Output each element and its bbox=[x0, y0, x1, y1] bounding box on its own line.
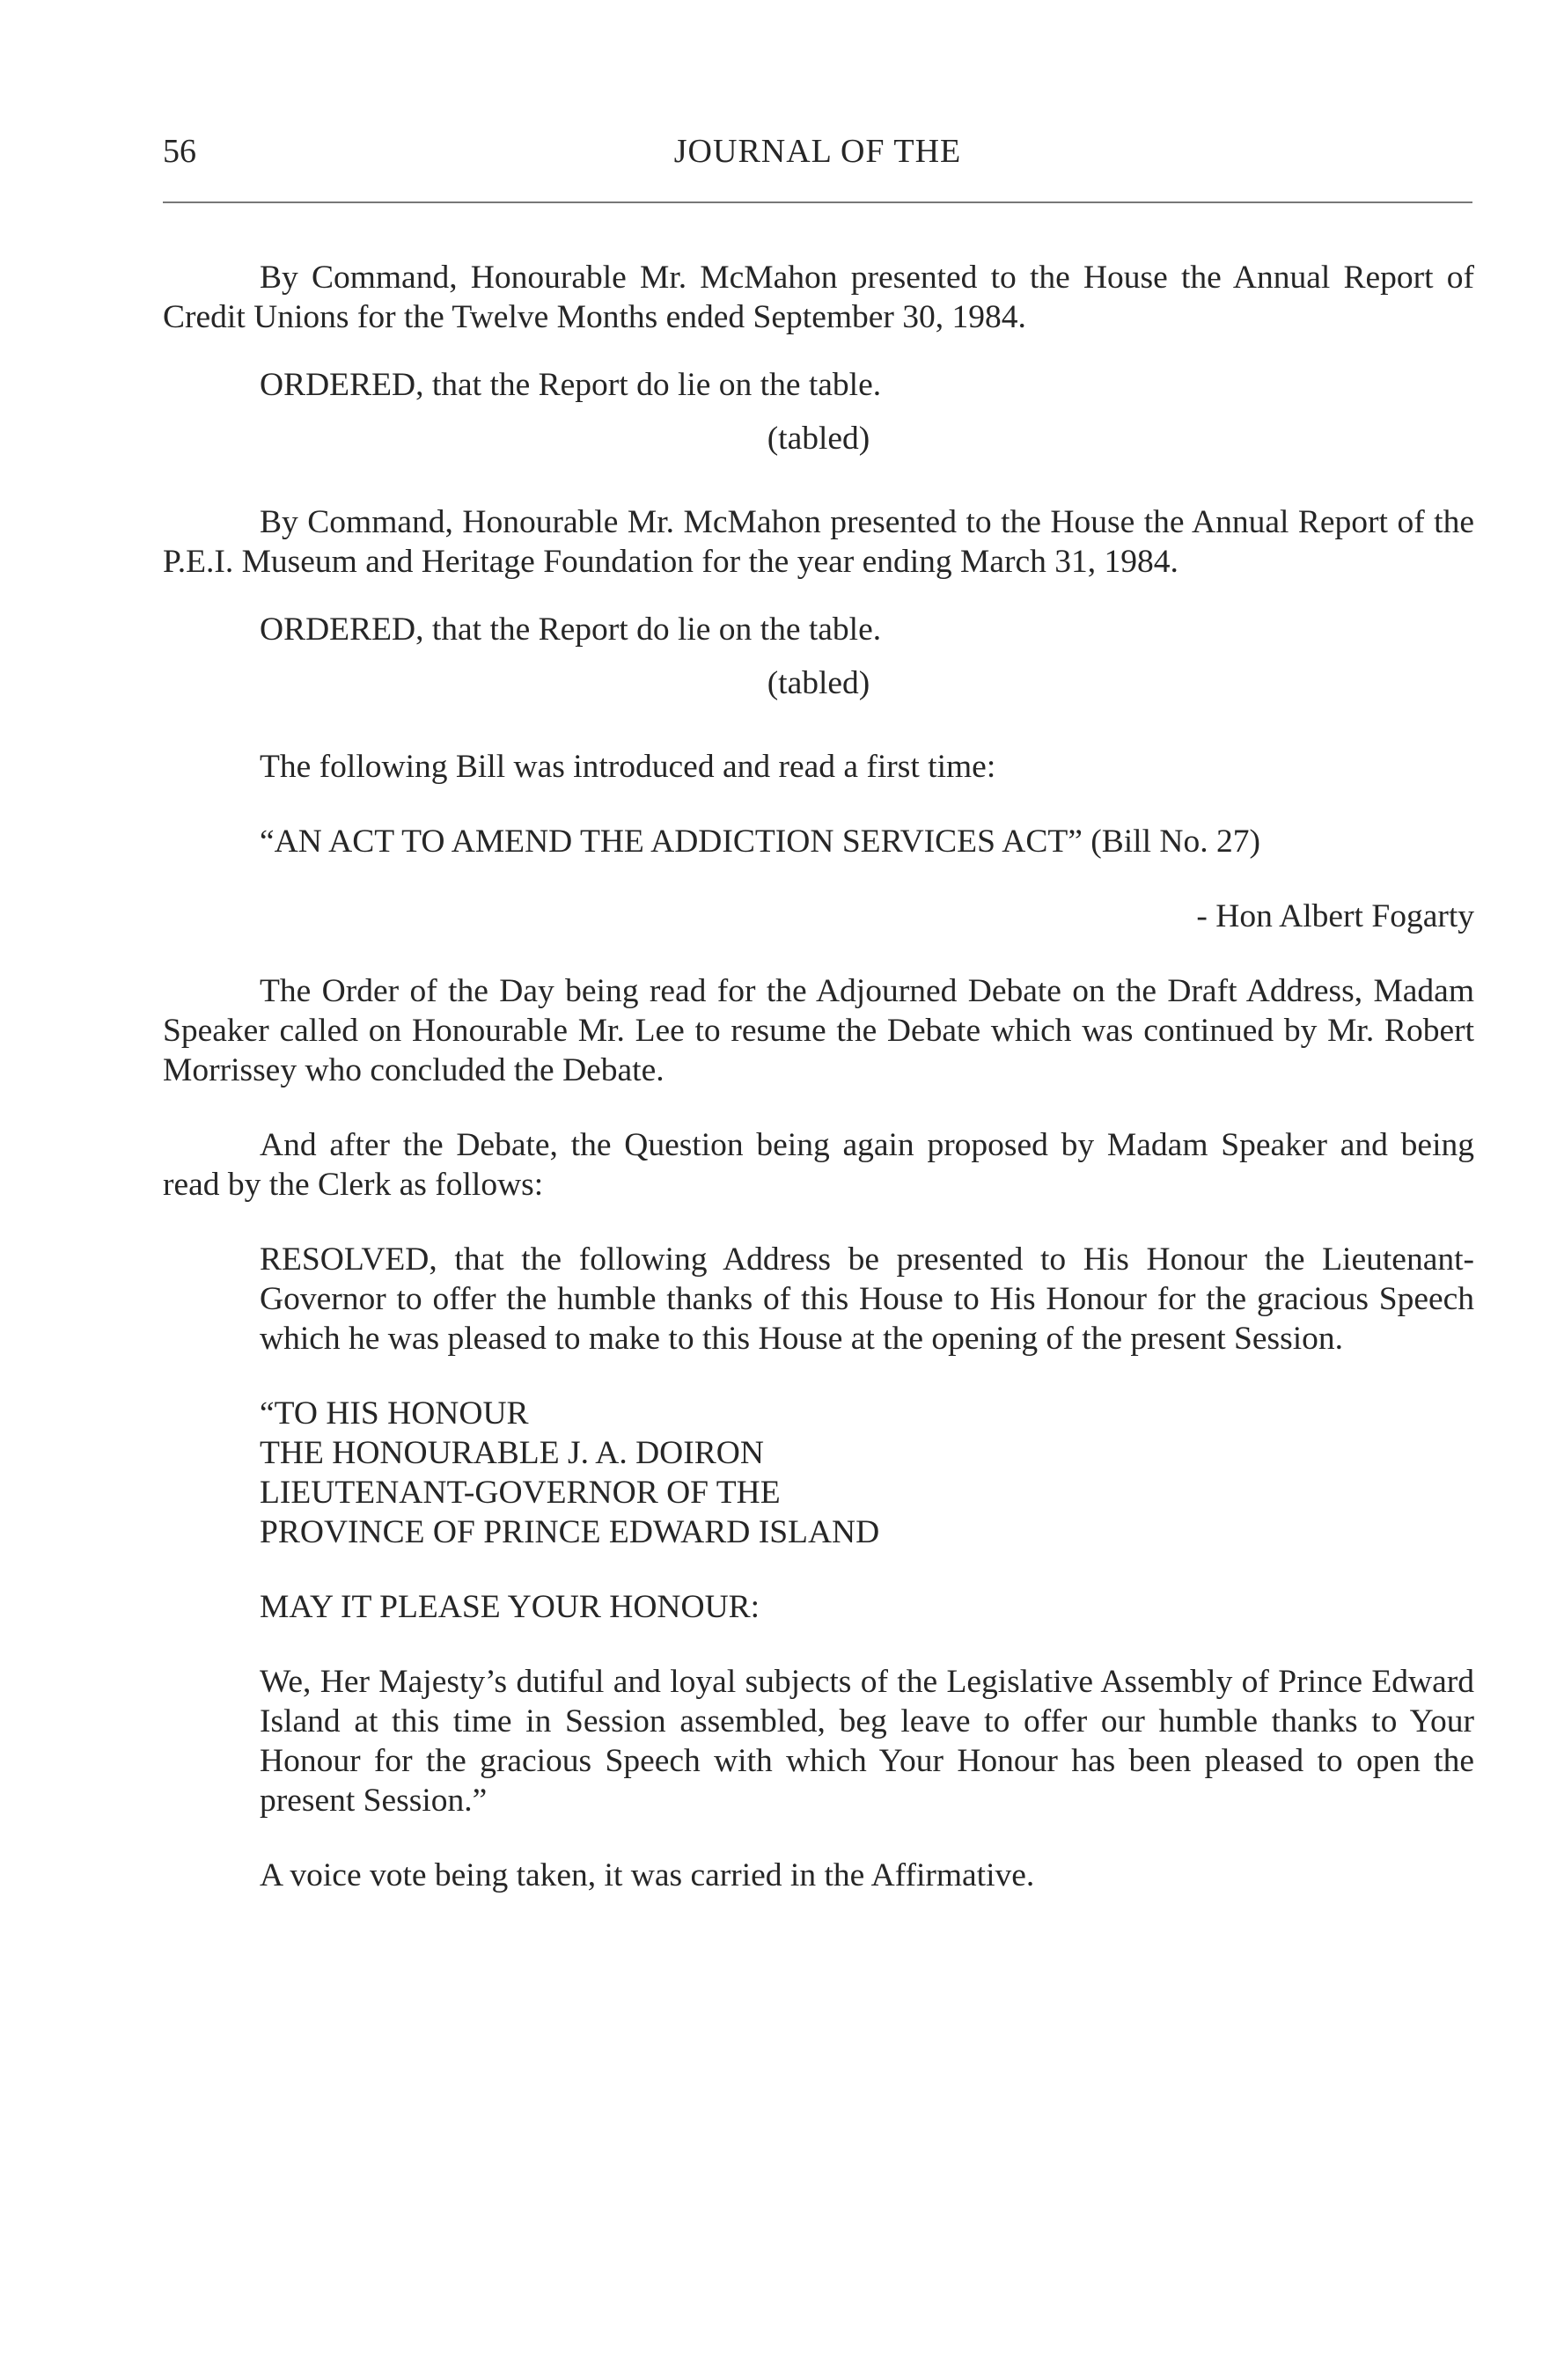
ordered-statement: ORDERED, that the Report do lie on the table. bbox=[260, 611, 882, 648]
page-number: 56 bbox=[163, 133, 196, 170]
voice-vote-statement: A voice vote being taken, it was carried in the Affirmative. bbox=[260, 1857, 1035, 1893]
museum-report-paragraph: By Command, Honourable Mr. McMahon presented to the House the Annual Report of the P.E.I. Museum and Heritage Foundation for the year ending March 31, 1984. bbox=[163, 504, 1474, 580]
resolved-paragraph: RESOLVED, that the following Address be presented to His Honour the Lieutenant-Governor to offer the humble thanks of this House to His Honour for the gracious Speech which he was pleased to make to this House at the opening of the present Session. bbox=[260, 1241, 1474, 1357]
page-header bbox=[163, 130, 1472, 183]
bill-sponsor: - Hon Albert Fogarty bbox=[1196, 898, 1474, 934]
bill-title: “AN ACT TO AMEND THE ADDICTION SERVICES ACT” (Bill No. 27) bbox=[260, 824, 1260, 860]
ordered-statement: ORDERED, that the Report do lie on the table. bbox=[260, 367, 882, 403]
order-of-day-paragraph: The Order of the Day being read for the Adjourned Debate on the Draft Address, Madam Speaker called on Honourable Mr. Lee to resume the Debate which was continued by Mr. Robert Morrissey who concluded the Debate. bbox=[163, 973, 1474, 1088]
salutation: MAY IT PLEASE YOUR HONOUR: bbox=[260, 1589, 760, 1625]
address-line: “TO HIS HONOUR bbox=[260, 1395, 529, 1432]
tabled-note: (tabled) bbox=[767, 421, 870, 457]
credit-unions-report-paragraph: By Command, Honourable Mr. McMahon presented to the House the Annual Report of Credit Unions for the Twelve Months ended September 30, 1984. bbox=[163, 260, 1474, 335]
address-heading bbox=[163, 1394, 1474, 1552]
address-line: PROVINCE OF PRINCE EDWARD ISLAND bbox=[260, 1514, 880, 1550]
address-line: LIEUTENANT-GOVERNOR OF THE bbox=[260, 1475, 781, 1511]
after-debate-paragraph: And after the Debate, the Question being again proposed by Madam Speaker and being read by the Clerk as follows: bbox=[163, 1127, 1474, 1203]
bill-introduction: The following Bill was introduced and read a first time: bbox=[260, 749, 996, 785]
address-line: THE HONOURABLE J. A. DOIRON bbox=[260, 1435, 764, 1471]
header-rule bbox=[163, 201, 1472, 203]
journal-body bbox=[163, 258, 1474, 1895]
running-title: JOURNAL OF THE bbox=[673, 133, 962, 170]
address-body: We, Her Majesty’s dutiful and loyal subjects of the Legislative Assembly of Prince Edward Island at this time in Session assembled, beg leave to offer our humble thanks to Your Honour for the gracious Speech with which Your Honour has been pleased to open the present Session.” bbox=[260, 1664, 1474, 1819]
tabled-note: (tabled) bbox=[767, 665, 870, 701]
